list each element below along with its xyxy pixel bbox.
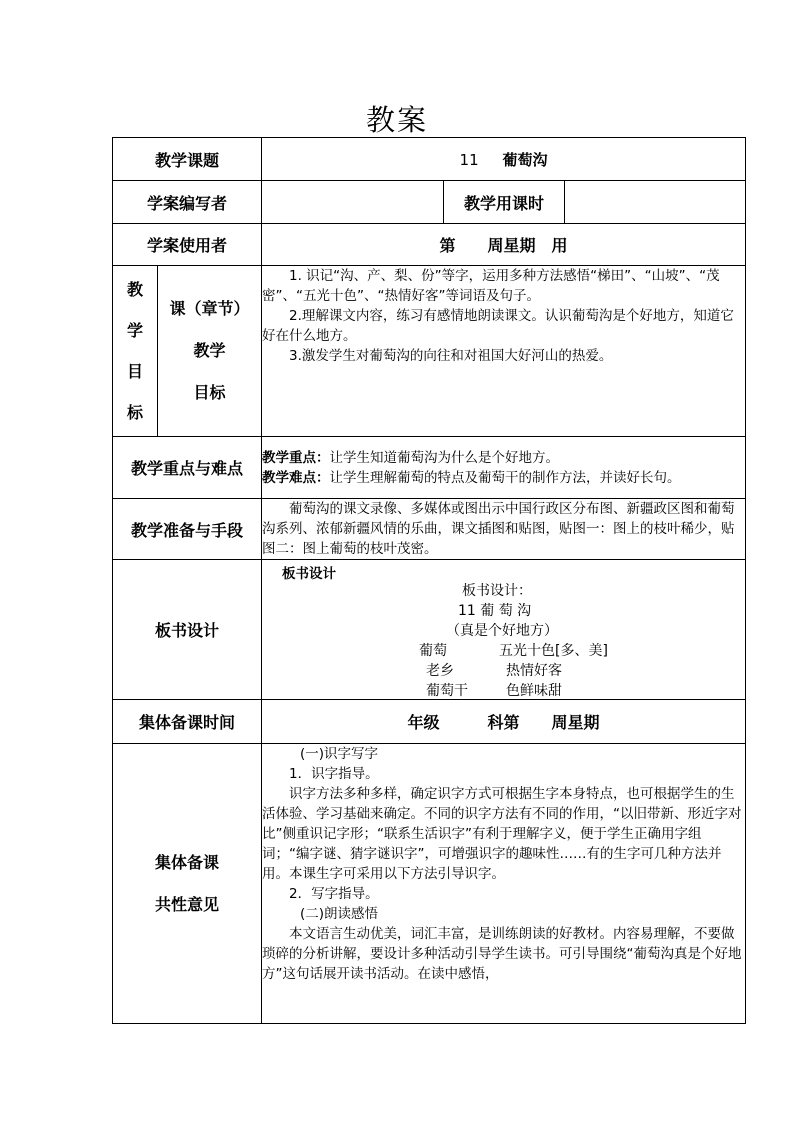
prep-content xyxy=(262,499,746,560)
time-value: 年级 科第 周星期 xyxy=(262,700,746,744)
board-right-3: 色鲜味甜 xyxy=(506,683,563,699)
topic-value xyxy=(262,138,746,181)
time-label: 集体备课时间 xyxy=(113,700,262,744)
board-line-1: 板书设计： xyxy=(462,583,533,599)
section-heading: (一)识字写字 xyxy=(300,746,379,762)
board-content xyxy=(262,560,746,700)
goals-outer-char: 目 xyxy=(126,362,143,381)
row-goals xyxy=(113,266,746,437)
focus-label: 教学重点与难点 xyxy=(113,437,262,499)
board-label: 板书设计 xyxy=(113,560,262,700)
hours-label: 教学用课时 xyxy=(444,181,565,224)
key-point xyxy=(262,448,745,468)
goals-content xyxy=(262,266,746,437)
row-board xyxy=(113,560,746,700)
paragraph: 本文语言生动优美，词汇丰富，是训练朗读的好教材。内容易理解，不要做琐碎的分析讲解，要设计多种活动引导学生读书。可引导围绕“葡萄沟真是个好地方”这句话展开读书活动。在读中感悟， xyxy=(262,926,742,982)
key-point-label: 教学重点： xyxy=(262,449,330,466)
board-right-2: 热情好客 xyxy=(506,663,563,679)
difficult-point-label: 教学难点： xyxy=(262,469,330,486)
board-left-1: 葡萄 xyxy=(419,643,448,659)
common-content xyxy=(262,744,746,1024)
use-label: 学案使用者 xyxy=(113,224,262,266)
goal-item: 1. 识记“沟、产、梨、份”等字，运用多种方法感悟“梯田”、“山坡”、“茂密”、“五光十色”、“热情好客”等词语及句子。 xyxy=(262,268,720,304)
lesson-number: 11 xyxy=(459,150,479,169)
use-value: 第 周星期 用 xyxy=(262,224,746,266)
board-line-2: 11 葡 萄 沟 xyxy=(458,603,532,619)
row-topic xyxy=(113,138,746,181)
document-title: 教案 xyxy=(365,103,428,137)
goal-item: 2.理解课文内容，练习有感情地朗读课文。认识葡萄沟是个好地方，知道它好在什么地方。 xyxy=(262,308,734,344)
lesson-plan-table xyxy=(112,137,746,1024)
sub-heading: 2．写字指导。 xyxy=(289,886,379,902)
goal-item: 3.激发学生对葡萄沟的向往和对祖国大好河山的热爱。 xyxy=(289,348,613,364)
common-label-line: 共性意见 xyxy=(155,894,220,914)
row-time xyxy=(113,700,746,744)
sub-heading: 1．识字指导。 xyxy=(289,766,379,782)
hours-value xyxy=(565,181,746,224)
difficult-point-text: 让学生理解葡萄的特点及葡萄干的制作方法，并读好长句。 xyxy=(329,469,681,486)
row-author xyxy=(113,181,746,224)
goals-outer-char: 学 xyxy=(126,321,143,340)
board-left-3: 葡萄干 xyxy=(426,683,469,699)
goals-outer-label xyxy=(113,266,158,437)
row-use xyxy=(113,224,746,266)
goals-outer-char: 标 xyxy=(126,403,143,422)
board-right-1: 五光十色[多、美] xyxy=(499,643,608,659)
goals-inner-line: 目标 xyxy=(193,383,226,402)
topic-label: 教学课题 xyxy=(113,138,262,181)
author-value xyxy=(262,181,444,224)
common-label-line: 集体备课 xyxy=(155,852,220,872)
row-prep xyxy=(113,499,746,560)
goals-inner-line: 教学 xyxy=(193,341,226,360)
board-left-2: 老乡 xyxy=(426,663,455,679)
row-common xyxy=(113,744,746,1024)
lesson-name: 葡萄沟 xyxy=(502,150,548,169)
prep-text: 葡萄沟的课文录像、多媒体或图出示中国行政区分布图、新疆政区图和葡萄沟系列、浓郁新疆风情的乐曲，课文插图和贴图，贴图一：图上的枝叶稀少，贴图二：图上葡萄的枝叶茂密。 xyxy=(262,501,735,557)
goals-inner-label xyxy=(158,266,262,437)
prep-label: 教学准备与手段 xyxy=(113,499,262,560)
section-heading: (二)朗读感悟 xyxy=(300,906,379,922)
board-line-3: （真是个好地方） xyxy=(446,623,559,639)
goals-outer-char: 教 xyxy=(126,280,143,299)
goals-inner-line: 课（章节） xyxy=(169,299,250,318)
key-point-text: 让学生知道葡萄沟为什么是个好地方。 xyxy=(329,449,560,466)
difficult-point xyxy=(262,468,745,488)
paragraph: 识字方法多种多样，确定识字方式可根据生字本身特点，也可根据学生的生活体验、学习基础来确定。不同的识字方法有不同的作用，“以旧带新、形近字对比”侧重识记字形；“联系生活识字”有利于理解字义，便于学生正确用字组词；“编字谜、猜字谜识字”，可增强识字的趣味性……有的生字可几种方法并用。本课生字可采用以下方法引导识字。 xyxy=(262,786,742,882)
row-focus xyxy=(113,437,746,499)
focus-content xyxy=(262,437,746,499)
author-label: 学案编写者 xyxy=(113,181,262,224)
board-heading: 板书设计 xyxy=(282,566,337,582)
common-label xyxy=(113,744,262,1024)
